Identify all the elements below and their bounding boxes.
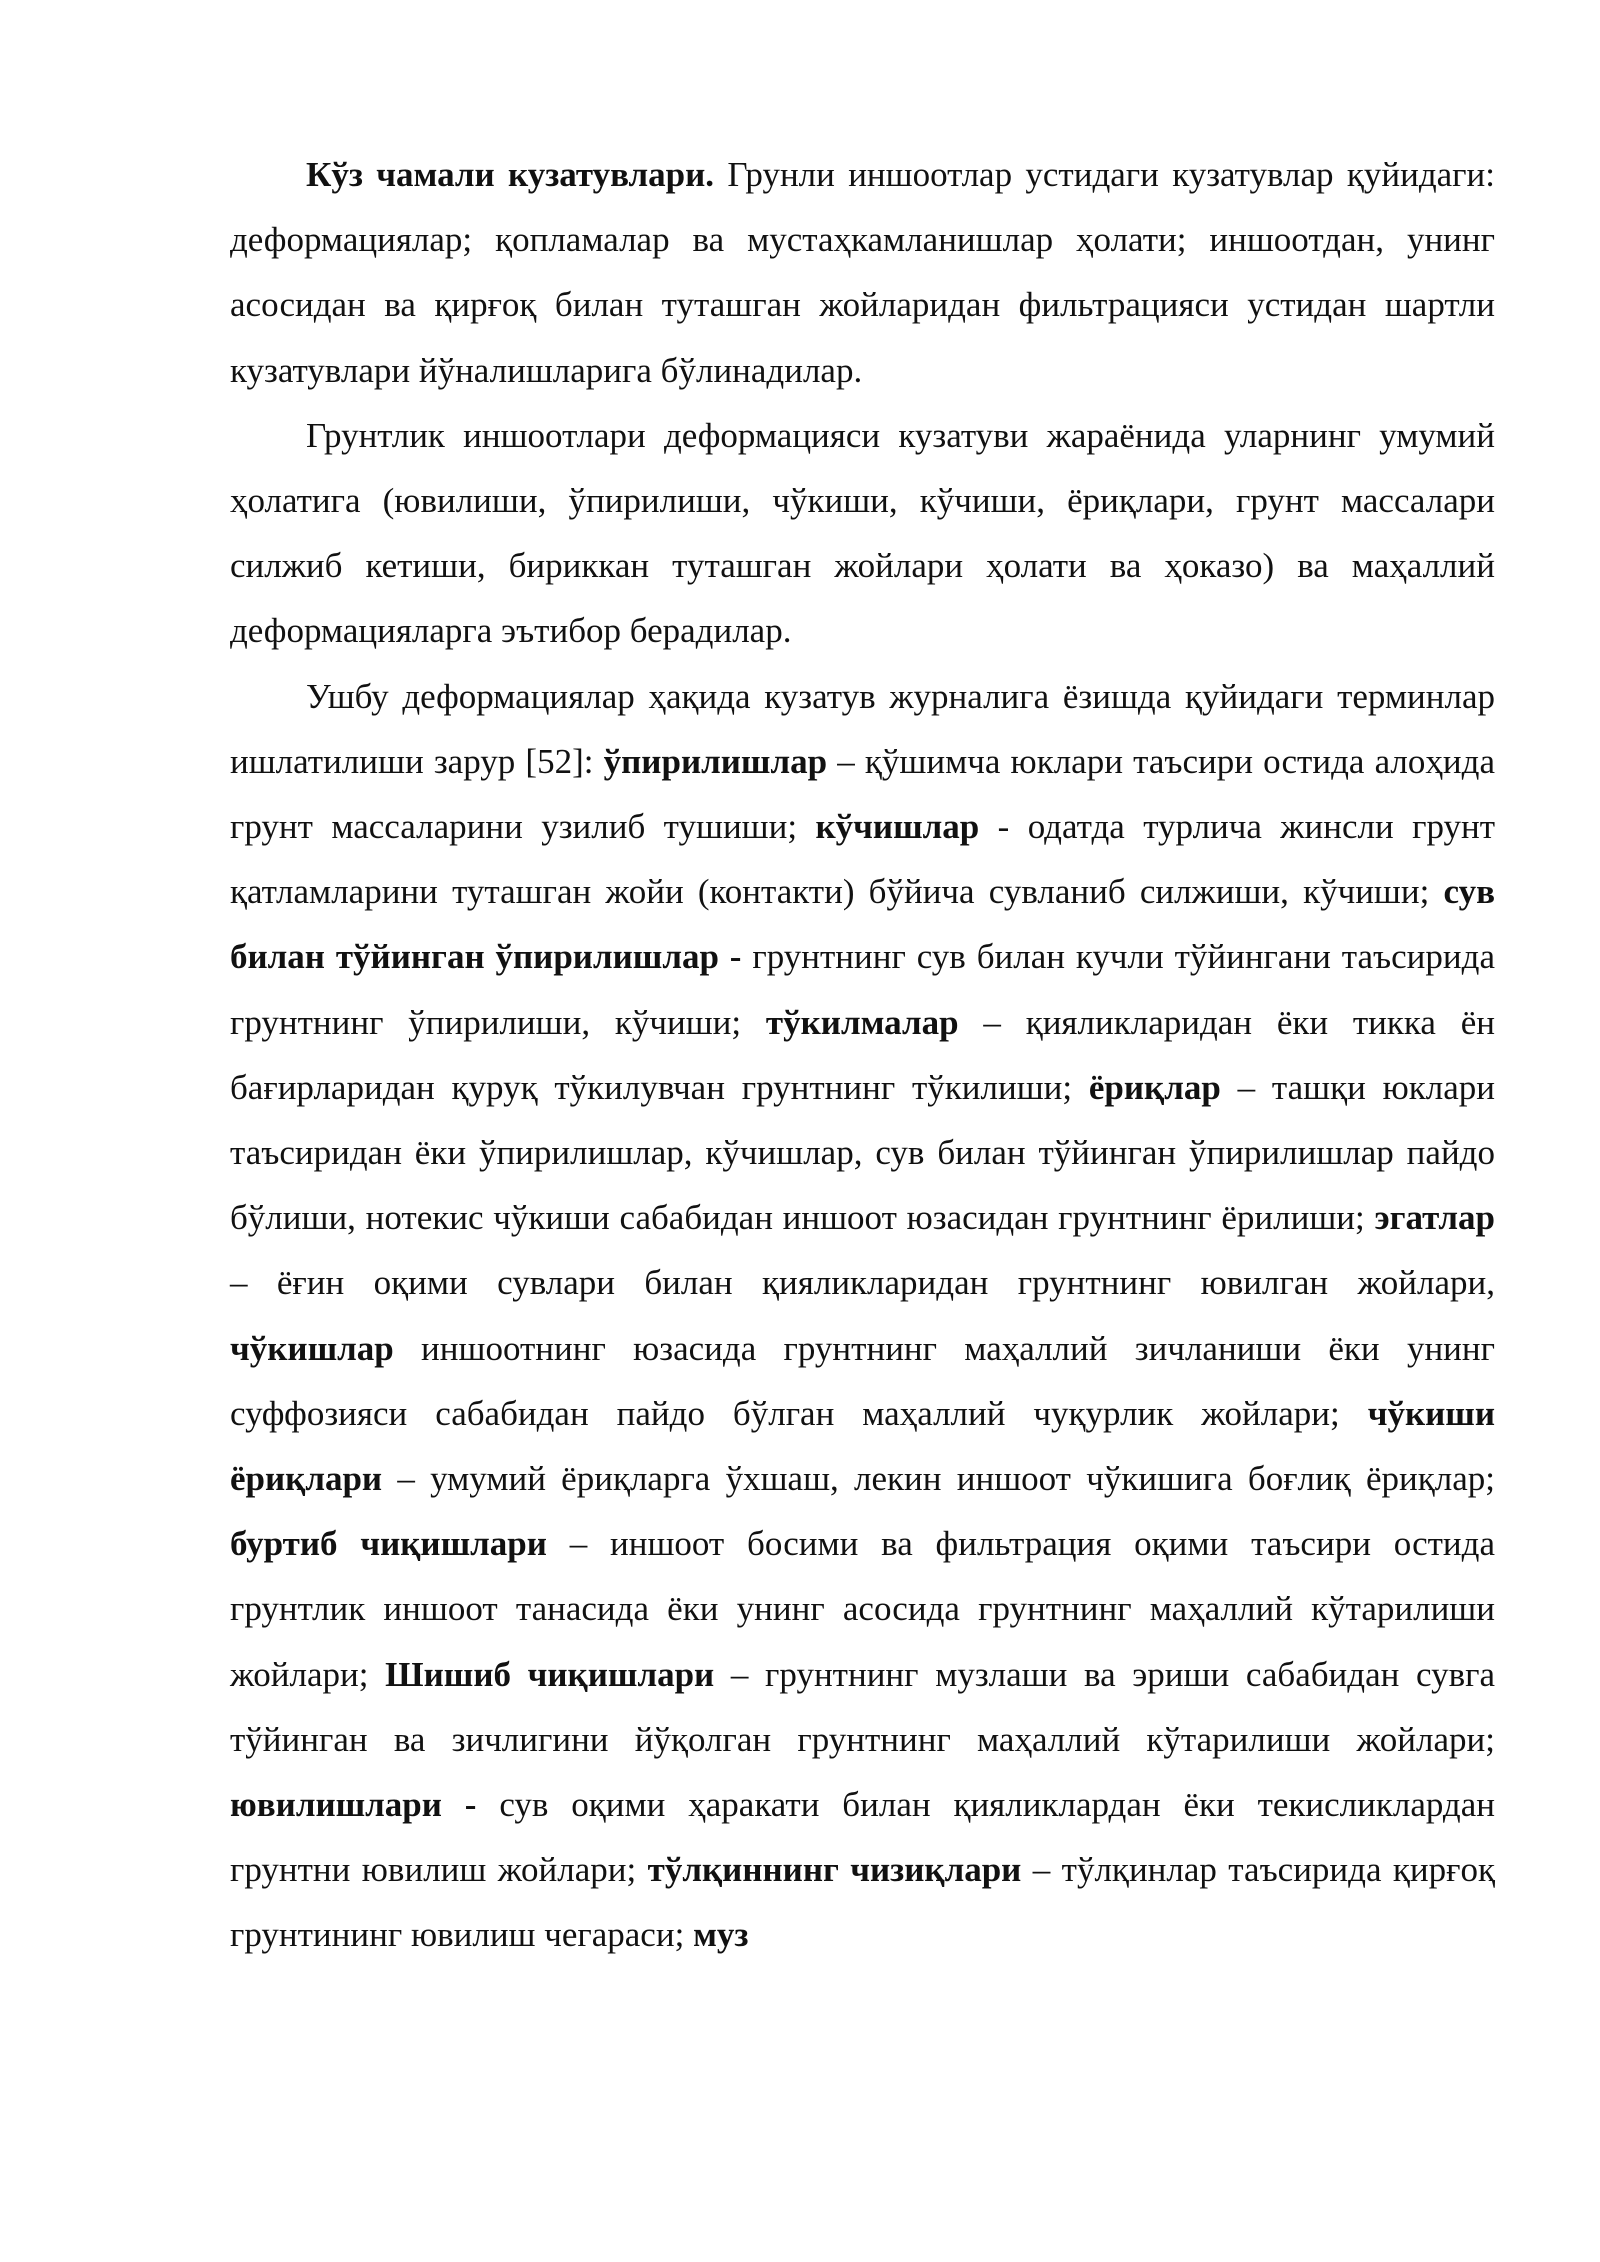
term-cracks: ёриқлар	[1088, 1067, 1221, 1107]
paragraph-3	[230, 664, 1495, 1968]
term-definition: – умумий ёриқларга ўхшаш, лекин иншоот чўкишига боғлиқ ёриқлар;	[382, 1459, 1495, 1499]
term-definition: – ташқи юклари таъсиридан ёки ўпирилишлар, кўчишлар, сув билан тўйинган ўпирилишлар пайдо бўлиши, нотекис чўкиши сабабидан иншоот юзасидан грунтнинг ёрилиши;	[230, 1067, 1495, 1238]
term-definition: – қияликларидан ёки тикка ён бағирларидан қуруқ тўкилувчан грунтнинг тўкилиши;	[230, 1002, 1495, 1107]
term-washouts: ювилишлари -	[230, 1785, 477, 1825]
term-landslides: ўпирилишлар	[603, 741, 828, 781]
paragraph-2	[230, 403, 1495, 664]
term-bulges: буртиб чиқишлари	[230, 1524, 547, 1564]
term-definition: сув оқими ҳаракати билан қияликлардан ёки текисликлардан грунтни ювилиш жойлари;	[230, 1785, 1495, 1890]
paragraph-1	[230, 142, 1495, 403]
document-page	[230, 142, 1495, 1968]
term-ice: муз	[693, 1915, 749, 1955]
term-wave-lines: тўлқиннинг чизиқлари	[647, 1850, 1022, 1890]
term-saturated-landslides: сув билан тўйинган ўпирилишлар -	[230, 872, 1495, 977]
term-settlement-cracks: чўкиши ёриқлари	[230, 1393, 1495, 1499]
term-definition: – ёғин оқими сувлари билан қияликларидан грунтнинг ювилган жойлари,	[230, 1263, 1495, 1303]
term-definition: иншоотнинг юзасида грунтнинг маҳаллий зичланиши ёки унинг суффозияси сабабидан пайдо бўлган маҳаллий чуқурлик жойлари;	[230, 1328, 1495, 1433]
paragraph-text: Грунтлик иншоотлари деформацияси кузатуви жараёнида уларнинг умумий ҳолатига (ювилиши, ўпирилиши, чўкиши, кўчиши, ёриқлари, грунт массалари силжиб кетиши, бириккан туташган жойлари ҳолати ва ҳоказо) ва маҳаллий деформацияларга эътибор берадилар.	[230, 415, 1495, 651]
paragraph-text: Грунли иншоотлар устидаги кузатувлар қуйидаги: деформациялар; қопламалар ва мустаҳкамланишлар ҳолати; иншоотдан, унинг асосидан ва қирғоқ билан туташган жойларидан фильтрацияси устидан шартли кузатувлари йўналишларига бўлинадилар.	[230, 155, 1495, 390]
term-definition: – грунтнинг музлаши ва эриши сабабидан сувга тўйинган ва зичлигини йўқолган грунтнинг маҳаллий кўтарилиши жойлари;	[230, 1654, 1495, 1759]
term-settlements: чўкишлар	[230, 1328, 394, 1368]
term-definition: грунтнинг сув билан кучли тўйингани таъсирида грунтнинг ўпирилиши, кўчиши;	[230, 937, 1495, 1042]
term-slips: кўчишлар	[815, 807, 980, 847]
paragraph-text: Ушбу деформациялар ҳақида кузатув журналига ёзишда қуйидаги терминлар ишлатилиши зарур [52]:	[230, 676, 1495, 781]
term-definition: – иншоот босими ва фильтрация оқими таъсири остида грунтлик иншоот танасида ёки унинг асосида грунтнинг маҳаллий кўтарилиши жойлари;	[230, 1524, 1495, 1694]
term-frost-heaves: Шишиб чиқишлари	[385, 1654, 715, 1694]
term-definition: – қўшимча юклари таъсири остида алоҳида грунт массаларини узилиб тушиши;	[230, 741, 1495, 847]
term-screes: тўкилмалар	[765, 1002, 959, 1042]
heading-visual-observations: Кўз чамали кузатувлари.	[306, 155, 715, 194]
term-definition: - одатда турлича жинсли грунт қатламларини туташган жойи (контакти) бўйича сувланиб силжиши, кўчиши;	[230, 807, 1496, 912]
term-definition: – тўлқинлар таъсирида қирғоқ грунтининг ювилиш чегараси;	[230, 1850, 1495, 1955]
term-gullies: эгатлар	[1374, 1198, 1495, 1238]
